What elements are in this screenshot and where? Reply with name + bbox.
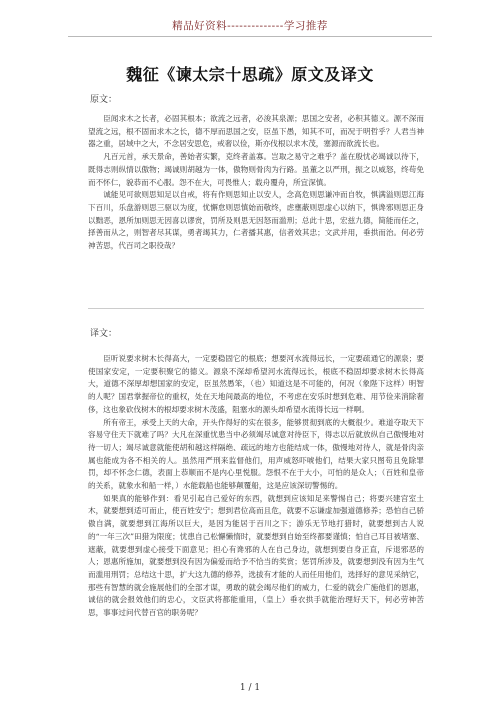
section-divider	[88, 308, 424, 309]
translation-text	[88, 353, 424, 620]
document-title: 魏征《谏太宗十思疏》原文及译文	[126, 65, 374, 84]
original-text	[88, 113, 424, 253]
original-label: 原文：	[90, 95, 118, 105]
translation-paragraph: 所有帝王，承受上天的大命，开头作得好的实在很多，能够贯彻到底的大概很少。难道夺取天下容易守住天下就难了吗？大凡在深重忧患当中必须竭尽诚意对待臣下，得志以后就放纵自己傲慢地对待一切人；竭尽诚意就能使胡和越这样隔绝、疏远的地方也能结成一体，傲慢地对待人，就是骨肉亲属也能成为各不相关的人。虽然用严刑来监督他们，用声威怒吓唬他们，结果大家只图苟且免除罪罚，却不怀念仁德，表面上恭顺而不是内心里悦服。怨恨不在于大小，可怕的是众人；（百姓和皇帝的关系，就象水和船一样，）水能载船也能够颠覆船，这是应该深切警惕的。	[88, 417, 424, 491]
original-paragraph: 诚能见可欲则思知足以自戒，将有作则思知止以安人，念高危则思谦冲而自牧，惧满溢则思江海下百川，乐盘游则思三驱以为度，忧懈怠则思慎始而敬终，虑壅蔽则思虚心以纳下，惧谗邪则思正身以黜恶，恩所加则思无因喜以谬赏，罚所及则思无因怒而滥刑；总此十思，宏兹九德，简能而任之，择善而从之，则智者尽其谋，勇者竭其力，仁者播其惠，信者效其忠；文武并用，垂拱而治。何必劳神苦思，代百司之职役哉？	[88, 190, 424, 251]
translation-paragraph: 如果真的能够作到：看见引起自己爱好的东西，就想到应该知足来警惕自己；将要兴建宫室土木，就要想到适可而止，使百姓安宁；想到君位高而且危，就要不忘谦虚加强道德修养；恐怕自己骄傲自满，就要想到江海所以巨大，是因为能居于百川之下；游乐无节地打猎时，就要想到古人说的“一年三次”田猎为限度；忧患自己松懈懒惰时，就要想到自始至终都要谨慎；怕自己耳目被堵塞、遮蔽，就要想到虚心接受下面意见；担心有谗邪的人在自己身边，就想到要自身正直，斥退邪恶的人；恩惠所施加，就要想到没有因为偏爱而给予不恰当的奖赏；惩罚所涉及，就要想到没有因为生气而滥用刑罚；总结这十思，扩大这九德的修养，选拔有才能的人而任用他们，选择好的意见采纳它，那些有智慧的就会施展他们的全部才谋，勇敢的就会竭尽他们的威力，仁爱的就会广施他们的恩惠，诚信的就会报效他们的忠心，文臣武将都能重用，（皇上）垂衣拱手就能治理好天下，何必劳神苦思，事事过问代替百官的职务呢？	[88, 493, 424, 618]
translation-label: 译文：	[90, 329, 118, 339]
page-number: 1 / 1	[239, 683, 261, 693]
translation-paragraph: 臣听说要求树木长得高大，一定要稳固它的根底；想要河水流得远长，一定要疏通它的源泉；要使国家安定，一定要积聚它的德义。源泉不深却希望河水流得远长，根底不稳固却要求树木长得高大，道德不深厚却想国家的安定，臣虽然愚笨，（也）知道这是不可能的，何况（象陛下这样）明智的人呢？国君掌握帝位的重权，处在天地间最高的地位，不考虑在安乐时想到危难、用节俭来消除奢侈，这也象砍伐树木的根却要求树木茂盛，阻塞水的源头却希望水流得长远一样啊。	[88, 354, 424, 414]
header-divider	[68, 36, 432, 37]
page-header: 精品好资料--------------学习推荐	[172, 20, 328, 32]
original-paragraph: 凡百元首，承天景命，善始者实繁，克终者盖寡。岂取之易守之难乎？盖在殷忧必竭诚以待下，既得志则纵情以傲物；竭诚则胡越为一体，傲物则骨肉为行路。虽董之以严刑，振之以威怒，终苟免而不怀仁，貌恭而不心服。怨不在大，可畏惟人；载舟覆舟，所宜深慎。	[88, 152, 424, 187]
original-paragraph: 臣闻求木之长者，必固其根本；欲流之远者，必浚其泉源；思国之安者，必积其德义。源不深而望流之远，根不固而求木之长，德不厚而思国之安，臣虽下愚，知其不可，而况于明哲乎？人君当神器之重，居域中之大，不念居安思危，戒奢以俭，斯亦伐根以求木茂，塞源而欲流长也。	[88, 114, 424, 149]
